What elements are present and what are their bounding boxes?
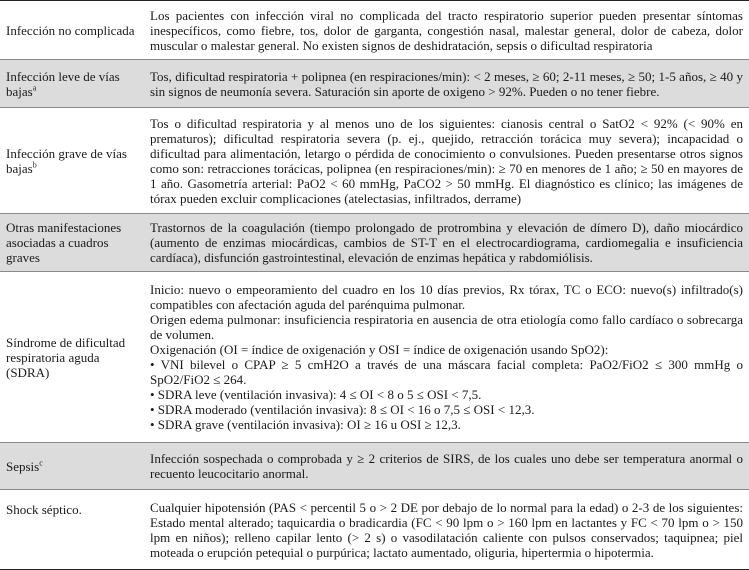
row-description [140,272,749,442]
row-description: Los pacientes con infección viral no complicada del tracto respiratorio superior pueden presentar síntomas inespecíficos, como fiebre, tos, dolor de garganta, congestión nasal, malestar general, dolor de cabeza, dolor muscular o malestar general. No existen signos de deshidratación, sepsis o dificultad respiratoria [150,7,743,53]
footnote-marker: a [32,83,37,93]
row-label: Infección no complicada [6,22,135,38]
row-label: Otras manifestaciones asociadas a cuadros graves [6,220,122,265]
row-label: Infección leve de vías bajas$^a$ [6,68,120,99]
row-description: Trastornos de la coagulación (tiempo prolongado de protrombina y elevación de dímero D), daño miocárdico (aumento de enzimas miocárdicas, cambios de ST-T en el electrocardiograma, cardiomegalia e insuficiencia cardíaca), disfunción gastrointestinal, elevación de enzimas hepática y rabdomiólisis. [150,220,743,265]
sdra-bullet-vni: • VNI bilevel o CPAP ≥ 5 cmH2O a través de una máscara facial completa: PaO2/FiO2 ≤ 300 mmHg o SpO2/FiO2 ≤ 264. [150,357,743,387]
row-description: Infección sospechada o comprobada y ≥ 2 criterios de SIRS, de los cuales uno debe ser temperatura anormal o recuento leucocitario anormal. [150,451,743,481]
table-row-infeccion-grave [0,108,749,214]
table-row-sepsis [0,443,749,490]
table-row-otras-manifestaciones [0,214,749,272]
sdra-bullet-grave: • SDRA grave (ventilación invasiva): OI ≥ 16 u OSI ≥ 12,3. [150,417,461,432]
sdra-oxigenacion: Oxigenación (OI = índice de oxigenación y OSI = índice de oxigenación usando SpO2): [150,342,609,357]
table-row-infeccion-leve [0,60,749,108]
row-label: Infección grave de vías bajas$^b$ [6,145,127,176]
row-label: Síndrome de dificultad respiratoria aguda (SDRA) [6,334,126,380]
row-label: Shock séptico. [6,502,82,517]
sdra-bullet-leve: • SDRA leve (ventilación invasiva): 4 ≤ OI < 8 o 5 ≤ OSI < 7,5. [150,387,482,402]
row-description: Cualquier hipotensión (PAS < percentil 5 o > 2 DE por debajo de lo normal para la edad) o 2-3 de los siguientes: Estado mental alterado; taquicardia o bradicardia (FC < 90 lpm o > 160 lpm en lactantes y FC < 70 lpm o > 150 lpm en niños); relleno capilar lento (> 2 s) o vasodilatación caliente con pulsos conservados; taquipnea; piel moteada o erupción petequial o purpúrica; lactato aumentado, oliguria, hipertermia o hipotermia. [150,499,743,560]
row-description: Tos o dificultad respiratoria y al menos uno de los siguientes: cianosis central o SatO2 < 92% (< 90% en prematuros); dificultad respiratoria severa (p. ej., quejido, retracción torácica muy severa); incapacidad o dificultad para alimentación, letargo o pérdida de conocimiento o convulsiones. Pueden presentarse otros signos como son: retracciones torácicas, polipnea (en respiraciones/min): ≥ 70 en menores de 1 año; ≥ 50 en mayores de 1 año. Gasometría arterial: PaO2 < 60 mmHg, PaCO2 > 50 mmHg. El diagnóstico es clínico; las imágenes de tórax pueden excluir complicaciones (atelectasias, infiltrados, derrame) [150,115,743,206]
sdra-bullet-moderado: • SDRA moderado (ventilación invasiva): 8 ≤ OI < 16 o 7,5 ≤ OSI < 12,3. [150,402,535,417]
footnote-marker: c [39,458,43,468]
sdra-origen-edema: Origen edema pulmonar: insuficiencia respiratoria en ausencia de otra etiología como fallo cardíaco o sobrecarga de volumen. [150,312,743,342]
row-description: Tos, dificultad respiratoria + polipnea (en respiraciones/min): < 2 meses, ≥ 60; 2-11 meses, ≥ 50; 1-5 años, ≥ 40 y sin signos de neumonía severa. Saturación sin aporte de oxigeno > 92%. Pueden o no tener fiebre. [150,68,743,99]
table-row-infeccion-no-complicada [0,1,749,60]
row-label: Sepsis$^c$ [6,458,43,474]
table-row-shock-septico [0,490,749,569]
footnote-marker: b [32,160,37,170]
table-row-sdra [0,272,749,443]
sdra-inicio: Inicio: nuevo o empeoramiento del cuadro en los 10 días previos, Rx tórax, TC o ECO: nuevo(s) infiltrado(s) compatibles con afectación aguda del parénquima pulmonar. [150,282,743,312]
